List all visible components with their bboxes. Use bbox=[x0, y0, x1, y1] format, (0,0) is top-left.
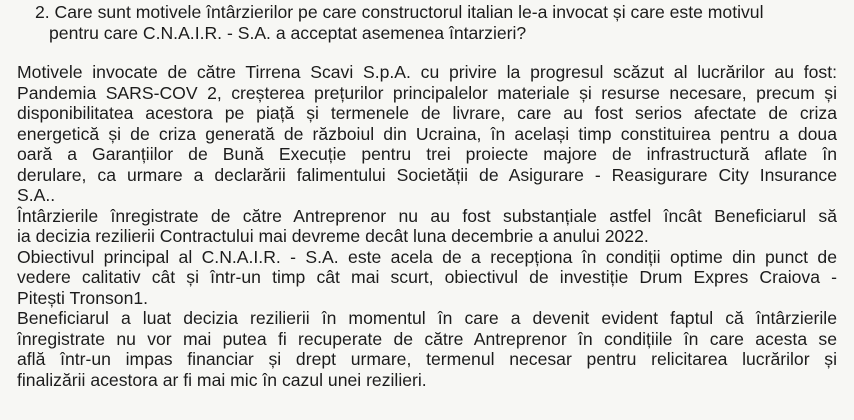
answer-line: înregistrate nu vor mai putea fi recuperate de către Antreprenor în condițiile în care acesta se bbox=[17, 328, 837, 349]
answer-line: află într-un impas financiar și drept urmare, termenul necesar pentru relicitarea lucrărilor și bbox=[17, 349, 837, 369]
answer-paragraph bbox=[17, 62, 842, 390]
answer-line: energetică și de criza generată de războiul din Ucraina, în același timp constituirea pentru a doua bbox=[17, 123, 837, 144]
answer-line: Pitești Tronson1. bbox=[17, 287, 149, 308]
answer-line: oară a Garanțiilor de Bună Execuție pentru trei proiecte majore de infrastructură aflate în bbox=[17, 144, 837, 164]
question-line: pentru care C.N.A.I.R. - S.A. a acceptat asemenea întarzieri? bbox=[49, 22, 527, 43]
answer-line: disponibilitatea acestora pe piață și termenele de livrare, care au fost serios afectate de criza bbox=[17, 103, 837, 123]
answer-line: derulare, ca urmare a declarării falimentului Societății de Asigurare - Reasigurare City Insurance bbox=[17, 164, 837, 185]
answer-line: Întârzierile înregistrate de către Antreprenor nu au fost substanțiale astfel încât Beneficiarul să bbox=[17, 205, 837, 226]
question-paragraph bbox=[35, 2, 842, 43]
answer-line: Beneficiarul a luat decizia rezilierii în momentul în care a devenit evident faptul că întârzierile bbox=[17, 308, 837, 328]
answer-line: finalizării acestora ar fi mai mic în cazul unei rezilieri. bbox=[17, 369, 427, 390]
question-line: 2. Care sunt motivele întârzierilor pe care constructorul italian le-a invocat și care este motivul bbox=[35, 2, 764, 22]
answer-line: S.A.. bbox=[17, 185, 56, 205]
answer-line: Pandemia SARS-COV 2, creșterea prețurilor principalelor materiale și resurse necesare, precum și bbox=[17, 82, 837, 103]
answer-line: ia decizia rezilierii Contractului mai devreme decât luna decembrie a anului 2022. bbox=[17, 226, 649, 246]
answer-line: Motivele invocate de către Tirrena Scavi S.p.A. cu privire la progresul scăzut al lucrărilor au fost: bbox=[17, 62, 837, 82]
answer-line: vedere calitativ cât și într-un timp cât mai scurt, obiectivul de investiție Drum Expres Craiova - bbox=[17, 267, 837, 287]
answer-line: Obiectivul principal al C.N.A.I.R. - S.A. este acela de a recepționa în condiții optime din punct de bbox=[17, 246, 837, 267]
